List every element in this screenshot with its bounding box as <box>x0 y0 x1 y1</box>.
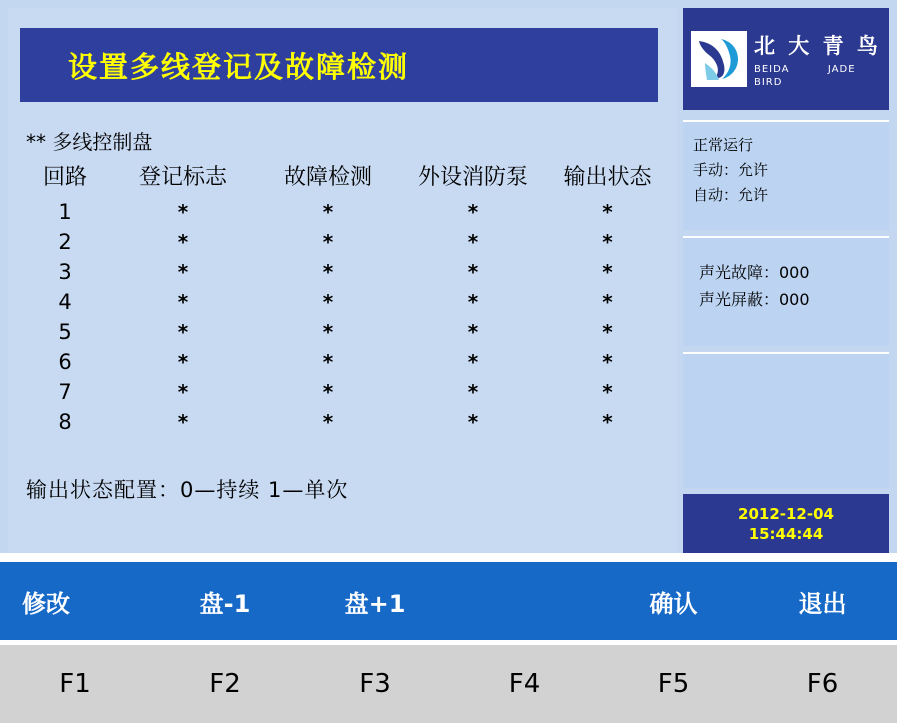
alarm-counter-box <box>683 236 889 346</box>
table-row[interactable] <box>22 197 667 227</box>
cell-fault-detect[interactable]: * <box>322 410 334 434</box>
column-header-fire-pump: 外设消防泵 <box>417 165 528 190</box>
cell-fire-pump[interactable]: * <box>467 410 479 434</box>
function-label-f2[interactable]: 盘-1 <box>199 589 251 618</box>
cell-loop: 3 <box>58 260 72 284</box>
cell-fire-pump[interactable]: * <box>467 320 479 344</box>
status-manual: 手动：允许 <box>693 161 769 179</box>
cell-loop: 8 <box>58 410 72 434</box>
bird-logo-icon <box>691 31 747 87</box>
cell-register-flag[interactable]: * <box>177 320 189 344</box>
cell-loop: 2 <box>58 230 72 254</box>
column-header-output-state: 输出状态 <box>563 165 652 190</box>
column-header-fault-detect: 故障检测 <box>283 165 372 190</box>
table-row[interactable] <box>22 317 667 347</box>
function-key-bar <box>0 645 897 723</box>
cell-loop: 7 <box>58 380 72 404</box>
cell-fault-detect[interactable]: * <box>322 230 334 254</box>
cell-register-flag[interactable]: * <box>177 380 189 404</box>
function-key-f3[interactable]: F3 <box>359 669 391 699</box>
function-label-f3[interactable]: 盘+1 <box>344 589 406 618</box>
table-row[interactable] <box>22 347 667 377</box>
cell-register-flag[interactable]: * <box>177 230 189 254</box>
cell-fault-detect[interactable]: * <box>322 380 334 404</box>
status-sound-shield: 声光屏蔽：000 <box>699 290 810 309</box>
cell-fire-pump[interactable]: * <box>467 350 479 374</box>
system-status-box <box>683 120 889 230</box>
cell-fault-detect[interactable]: * <box>322 200 334 224</box>
cell-register-flag[interactable]: * <box>177 290 189 314</box>
cell-loop: 1 <box>58 200 72 224</box>
function-key-f2[interactable]: F2 <box>209 669 241 699</box>
function-key-f1[interactable]: F1 <box>59 669 91 699</box>
cell-output-state[interactable]: * <box>602 350 613 374</box>
status-run: 正常运行 <box>693 136 754 154</box>
left-content-panel <box>8 8 677 553</box>
datetime-box <box>683 494 889 553</box>
page-title-bar <box>20 28 658 102</box>
brand-logo-box <box>683 8 889 110</box>
cell-register-flag[interactable]: * <box>177 350 189 374</box>
cell-fire-pump[interactable]: * <box>467 200 479 224</box>
cell-fault-detect[interactable]: * <box>322 260 334 284</box>
current-time: 15:44:44 <box>748 525 824 543</box>
brand-en-left: BEIDA <box>754 64 790 75</box>
cell-output-state[interactable]: * <box>602 200 613 224</box>
right-status-panel <box>683 8 889 553</box>
table-row[interactable] <box>22 257 667 287</box>
table-row[interactable] <box>22 407 667 437</box>
cell-loop: 5 <box>58 320 72 344</box>
current-date: 2012-12-04 <box>738 505 834 523</box>
panel-subtitle: ** 多线控制盘 <box>26 130 153 154</box>
status-auto: 自动：允许 <box>693 186 769 204</box>
cell-fire-pump[interactable]: * <box>467 290 479 314</box>
cell-output-state[interactable]: * <box>602 260 613 284</box>
table-row[interactable] <box>22 287 667 317</box>
function-label-f1[interactable]: 修改 <box>22 589 70 618</box>
column-header-register-flag: 登记标志 <box>138 165 227 190</box>
function-key-f5[interactable]: F5 <box>657 669 690 699</box>
cell-fire-pump[interactable]: * <box>467 260 479 284</box>
cell-output-state[interactable]: * <box>602 320 613 344</box>
table-row[interactable] <box>22 377 667 407</box>
column-header-loop: 回路 <box>42 165 87 190</box>
cell-output-state[interactable]: * <box>602 290 613 314</box>
status-sound-fault: 声光故障：000 <box>699 263 810 282</box>
function-label-f5[interactable]: 确认 <box>649 589 698 618</box>
cell-output-state[interactable]: * <box>602 380 613 404</box>
brand-name-en <box>754 64 881 75</box>
multiline-table <box>22 160 667 437</box>
multiline-table-wrap <box>22 160 667 437</box>
brand-en-line2: BIRD <box>754 77 783 88</box>
cell-fault-detect[interactable]: * <box>322 290 334 314</box>
cell-register-flag[interactable]: * <box>177 200 189 224</box>
function-key-f6[interactable]: F6 <box>806 669 839 699</box>
output-state-legend: 输出状态配置：0—持续 1—单次 <box>26 478 349 502</box>
cell-fault-detect[interactable]: * <box>322 350 334 374</box>
cell-fire-pump[interactable]: * <box>467 380 479 404</box>
function-label-bar <box>0 562 897 640</box>
brand-en-right: JADE <box>827 64 856 75</box>
cell-output-state[interactable]: * <box>602 410 613 434</box>
brand-text <box>754 30 881 88</box>
empty-status-box <box>683 352 889 488</box>
cell-register-flag[interactable]: * <box>177 410 189 434</box>
table-header-row <box>22 160 667 197</box>
brand-name-cn: 北 大 青 鸟 <box>754 34 881 58</box>
table-row[interactable] <box>22 227 667 257</box>
cell-fire-pump[interactable]: * <box>467 230 479 254</box>
function-key-f4[interactable]: F4 <box>508 669 541 699</box>
page-title: 设置多线登记及故障检测 <box>68 49 410 84</box>
cell-fault-detect[interactable]: * <box>322 320 334 344</box>
cell-loop: 6 <box>58 350 72 374</box>
cell-register-flag[interactable]: * <box>177 260 189 284</box>
cell-loop: 4 <box>58 290 72 314</box>
cell-output-state[interactable]: * <box>602 230 613 254</box>
function-label-f6[interactable]: 退出 <box>798 589 847 618</box>
